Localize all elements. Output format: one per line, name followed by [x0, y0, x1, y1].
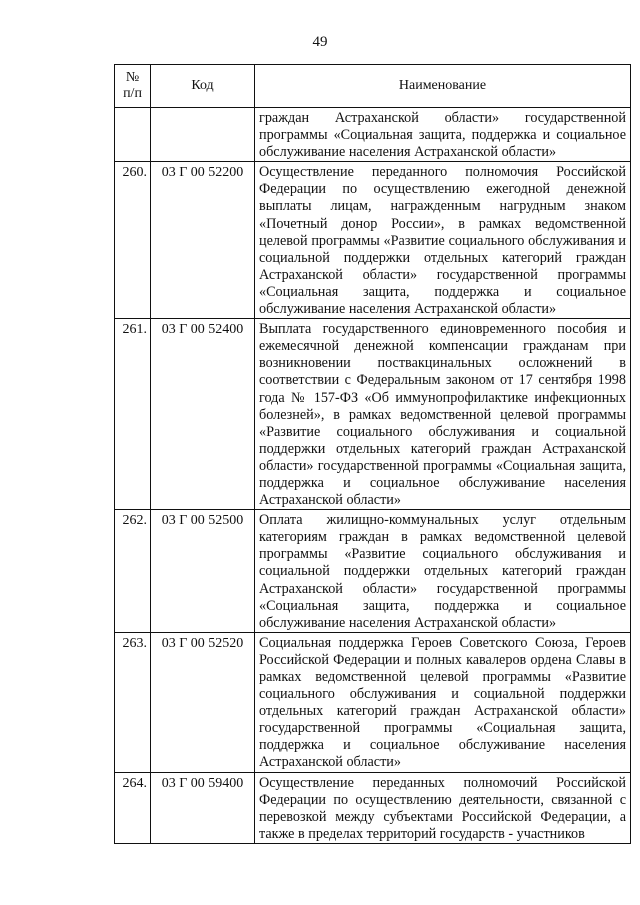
header-name	[255, 65, 631, 108]
table-row	[115, 772, 631, 843]
row-code: 03 Г 00 52520	[151, 632, 255, 772]
header-code-label: Код	[191, 78, 214, 93]
row-name: граждан Астраханской области» государственной программы «Социальная защита, поддержка и социальное обслуживание населения Астраханской области»	[255, 108, 631, 162]
header-number	[115, 65, 151, 108]
row-code: 03 Г 00 52200	[151, 162, 255, 319]
row-number: 264.	[115, 772, 151, 843]
row-code	[151, 108, 255, 162]
row-code: 03 Г 00 59400	[151, 772, 255, 843]
header-name-label: Наименование	[398, 78, 487, 93]
table-row	[115, 510, 631, 633]
table-row	[115, 632, 631, 772]
page-number: 49	[312, 34, 328, 50]
row-number	[115, 108, 151, 162]
budget-classification-table	[114, 64, 631, 844]
header-number-label: № п/п	[123, 70, 142, 101]
header-code	[151, 65, 255, 108]
row-code: 03 Г 00 52500	[151, 510, 255, 633]
row-code: 03 Г 00 52400	[151, 319, 255, 510]
row-name: Осуществление переданных полномочий Российской Федерации по осуществлению деятельности, связанной с перевозкой между субъектами Российской Федерации, а также в пределах территорий государств - участников	[255, 772, 631, 843]
row-name: Выплата государственного единовременного пособия и ежемесячной денежной компенсации гражданам при возникновении поствакцинальных осложнений в соответствии с Федеральным законом от 17 сентября 1998 года № 157-ФЗ «Об иммунопрофилактике инфекционных болезней», в рамках ведомственной целевой программы «Развитие социального обслуживания и социальной поддержки отдельных категорий граждан Астраханской области» государственной программы «Социальная защита, поддержка и социальное обслуживание населения Астраханской области»	[255, 319, 631, 510]
table-header-row	[115, 65, 631, 108]
row-number: 261.	[115, 319, 151, 510]
table-row	[115, 108, 631, 162]
table-row	[115, 319, 631, 510]
table-row	[115, 162, 631, 319]
row-name: Осуществление переданного полномочия Российской Федерации по осуществлению ежегодной денежной выплаты лицам, награжденным нагрудным знаком «Почетный донор России», в рамках ведомственной целевой программы «Развитие социального обслуживания и социальной поддержки отдельных категорий граждан Астраханской области» государственной программы «Социальная защита, поддержка и социальное обслуживание населения Астраханской области»	[255, 162, 631, 319]
row-name: Социальная поддержка Героев Советского Союза, Героев Российской Федерации и полных кавалеров ордена Славы в рамках ведомственной целевой программы «Развитие социального обслуживания и социальной поддержки отдельных категорий граждан Астраханской области» государственной программы «Социальная защита, поддержка и социальное обслуживание населения Астраханской области»	[255, 632, 631, 772]
row-number: 262.	[115, 510, 151, 633]
row-number: 263.	[115, 632, 151, 772]
row-name: Оплата жилищно-коммунальных услуг отдельным категориям граждан в рамках ведомственной целевой программы «Развитие социального обслуживания и социальной поддержки отдельных категорий граждан Астраханской области» государственной программы «Социальная защита, поддержка и социальное обслуживание населения Астраханской области»	[255, 510, 631, 633]
row-number: 260.	[115, 162, 151, 319]
